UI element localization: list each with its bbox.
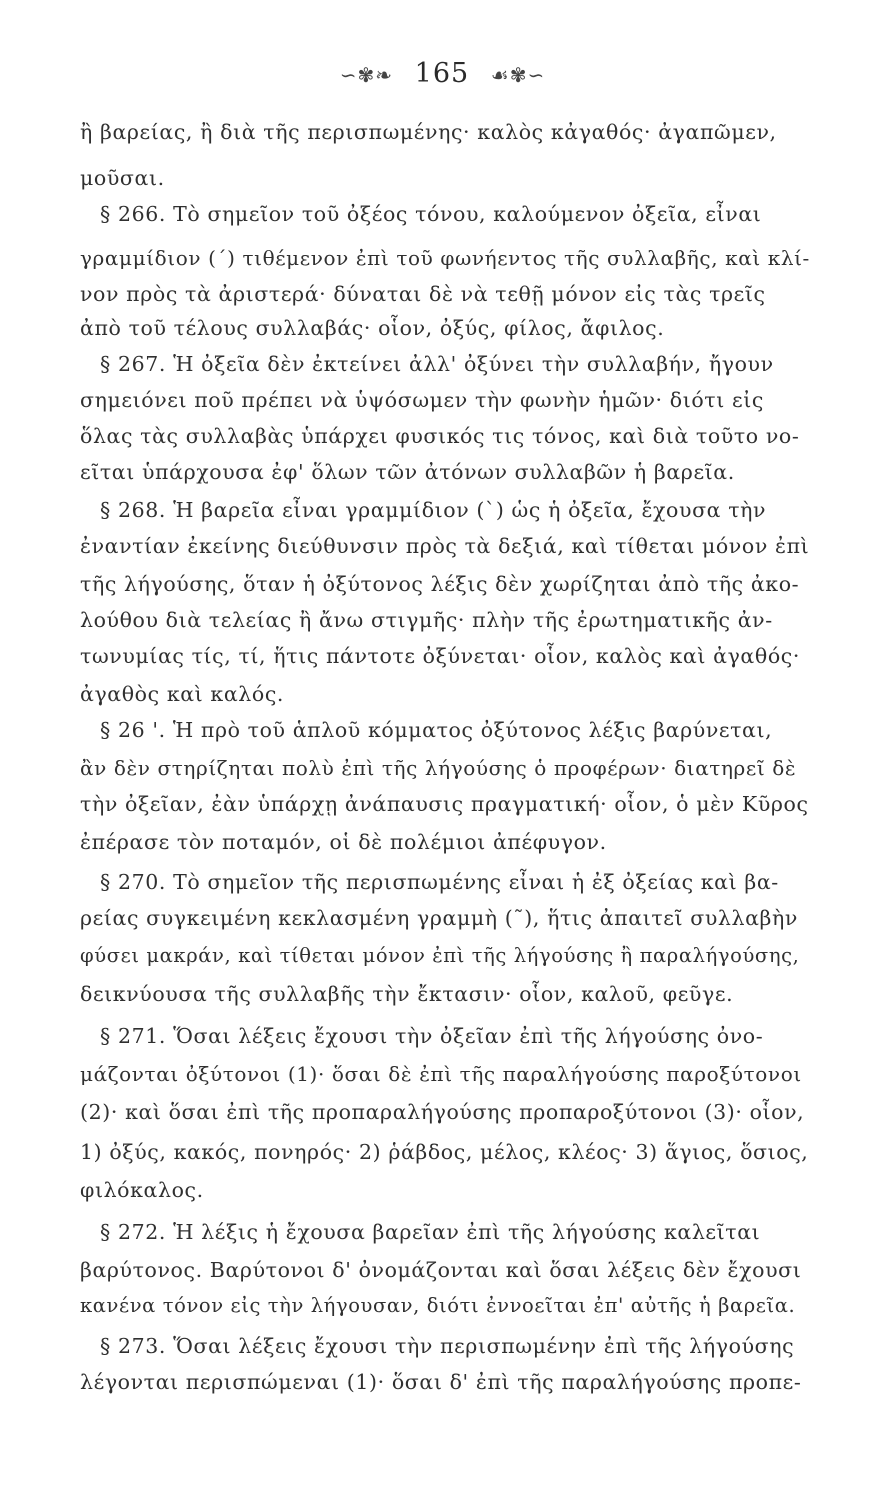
text-line: § 268. Ἡ βαρεῖα εἶναι γραμμίδιον (`) ὡς ἡ ὀξεῖα, ἔχουσα τὴν: [100, 498, 767, 522]
text-line: νον πρὸς τὰ ἀριστερά· δύναται δὲ νὰ τεθῇ μόνον εἰς τὰς τρεῖς: [80, 282, 766, 306]
text-line: (2)· καὶ ὅσαι ἐπὶ τῆς προπαραλήγούσης προπαροξύτονοι (3)· οἷον,: [80, 1100, 805, 1124]
text-line: ρείας συγκειμένη κεκλασμένη γραμμὴ (῀), ἥτις ἀπαιτεῖ συλλαβὴν: [80, 906, 798, 930]
text-line: ἐναντίαν ἐκείνης διεύθυνσιν πρὸς τὰ δεξιά, καὶ τίθεται μόνον ἐπὶ: [80, 534, 810, 558]
ornament-right-icon: ☙✾∽: [490, 63, 546, 87]
text-line: μοῦσαι.: [80, 166, 165, 190]
text-line: τῆς λήγούσης, ὅταν ἡ ὀξύτονος λέξις δὲν χωρίζηται ἀπὸ τῆς ἀκο-: [80, 572, 800, 596]
text-line: τωνυμίας τίς, τί, ἥτις πάντοτε ὀξύνεται· οἷον, καλὸς καὶ ἀγαθός·: [80, 644, 800, 668]
ornament-left-icon: ∽✾❧: [339, 63, 394, 87]
page-header: [0, 58, 885, 89]
text-line: § 267. Ἡ ὀξεῖα δὲν ἐκτείνει ἀλλ' ὀξύνει τὴν συλλαβήν, ἤγουν: [100, 352, 774, 376]
text-line: δεικνύουσα τῆς συλλαβῆς τὴν ἔκτασιν· οἷον, καλοῦ, φεῦγε.: [80, 982, 734, 1006]
text-line: λέγονται περισπώμεναι (1)· ὅσαι δ' ἐπὶ τῆς παραλήγούσης προπε-: [80, 1370, 802, 1394]
text-line: λούθου διὰ τελείας ἢ ἄνω στιγμῆς· πλὴν τῆς ἐρωτηματικῆς ἀν-: [80, 608, 773, 632]
text-line: § 270. Τὸ σημεῖον τῆς περισπωμένης εἶναι ἡ ἐξ ὀξείας καὶ βα-: [100, 870, 779, 894]
text-line: 1) ὀξύς, κακός, πονηρός· 2) ῥάβδος, μέλος, κλέος· 3) ἅγιος, ὅσιος,: [80, 1140, 809, 1164]
text-line: βαρύτονος. Βαρύτονοι δ' ὀνομάζονται καὶ ὅσαι λέξεις δὲν ἔχουσι: [80, 1258, 802, 1282]
page-number: 165: [414, 58, 470, 89]
text-line: γραμμίδιον (΄) τιθέμενον ἐπὶ τοῦ φωνήεντος τῆς συλλαβῆς, καὶ κλί-: [80, 246, 810, 270]
text-line: § 272. Ἡ λέξις ἡ ἔχουσα βαρεῖαν ἐπὶ τῆς λήγούσης καλεῖται: [100, 1220, 761, 1244]
text-line: κανένα τόνον εἰς τὴν λήγουσαν, διότι ἐννοεῖται ἐπ' αὐτῆς ἡ βαρεῖα.: [80, 1294, 796, 1317]
text-line: σημειόνει ποῦ πρέπει νὰ ὑψόσωμεν τὴν φωνὴν ἡμῶν· διότι εἰς: [80, 388, 764, 412]
text-line: ἀγαθὸς καὶ καλός.: [80, 682, 285, 706]
text-line: § 273. Ὅσαι λέξεις ἔχουσι τὴν περισπωμένην ἐπὶ τῆς λήγούσης: [100, 1334, 795, 1358]
text-line: φύσει μακράν, καὶ τίθεται μόνον ἐπὶ τῆς λήγούσης ἢ παραλήγούσης,: [80, 944, 800, 967]
text-line: ἀπὸ τοῦ τέλους συλλαβάς· οἷον, ὀξύς, φίλος, ἄφιλος.: [80, 316, 665, 340]
text-line: § 26 '. Ἡ πρὸ τοῦ ἁπλοῦ κόμματος ὀξύτονος λέξις βαρύνεται,: [100, 718, 773, 742]
text-line: § 266. Τὸ σημεῖον τοῦ ὀξέος τόνου, καλούμενον ὀξεῖα, εἶναι: [100, 202, 762, 226]
text-line: § 271. Ὅσαι λέξεις ἔχουσι τὴν ὀξεῖαν ἐπὶ τῆς λήγούσης ὀνο-: [100, 1024, 764, 1048]
text-line: ἐπέρασε τὸν ποταμόν, οἱ δὲ πολέμιοι ἀπέφυγον.: [80, 830, 607, 854]
text-line: ὅλας τὰς συλλαβὰς ὑπάρχει φυσικός τις τόνος, καὶ διὰ τοῦτο νο-: [80, 424, 800, 448]
text-line: μάζονται ὀξύτονοι (1)· ὅσαι δὲ ἐπὶ τῆς παραλήγούσης παροξύτονοι: [80, 1062, 802, 1086]
text-line: ἂν δὲν στηρίζηται πολὺ ἐπὶ τῆς λήγούσης ὁ προφέρων· διατηρεῖ δὲ: [80, 756, 797, 780]
text-line: τὴν ὀξεῖαν, ἐὰν ὑπάρχῃ ἀνάπαυσις πραγματική· οἷον, ὁ μὲν Κῦρος: [80, 792, 809, 816]
text-line: φιλόκαλος.: [80, 1178, 204, 1202]
text-line: ἢ βαρείας, ἢ διὰ τῆς περισπωμένης· καλὸς κἀγαθός· ἀγαπῶμεν,: [80, 120, 777, 144]
text-line: εῖται ὑπάρχουσα ἐφ' ὅλων τῶν ἀτόνων συλλαβῶν ἡ βαρεῖα.: [80, 460, 735, 484]
